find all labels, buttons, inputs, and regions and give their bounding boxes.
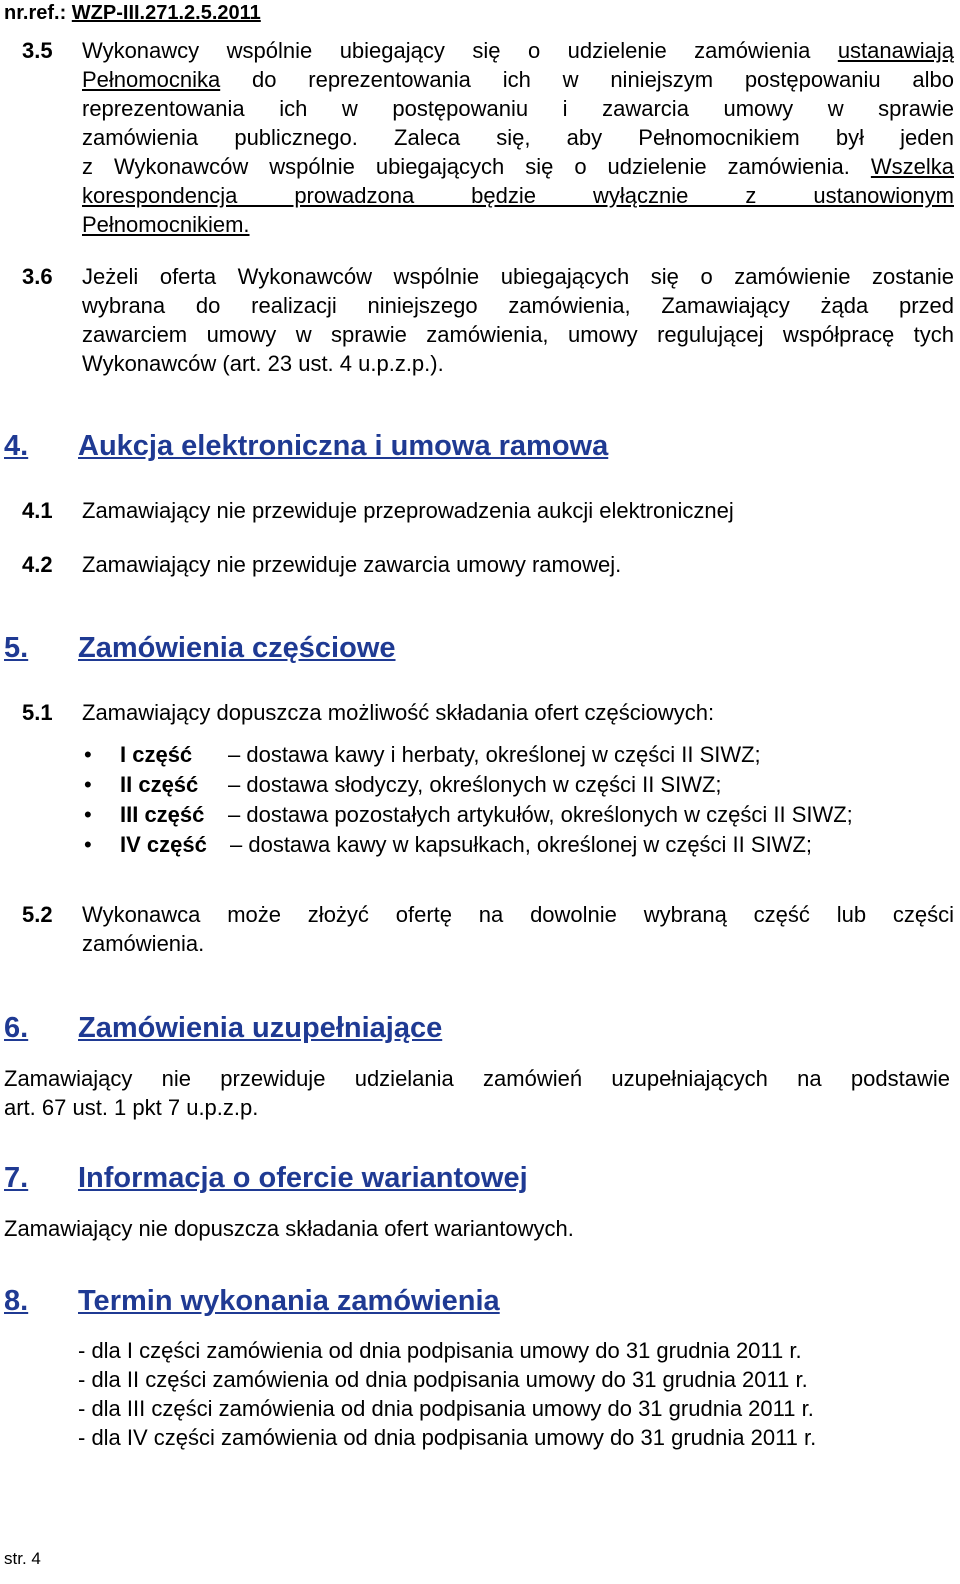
underlined-run: Wszelka xyxy=(870,154,954,179)
text-run: z Wykonawców wspólnie ubiegających się o udzielenie zamówienia. xyxy=(82,154,871,179)
paragraph-text xyxy=(82,262,954,378)
part-description: – dostawa kawy w kapsułkach, określonej w części II SIWZ; xyxy=(230,832,812,857)
bullet-icon: • xyxy=(84,832,92,857)
text-line: zamówienia. xyxy=(82,931,205,956)
reference-value: WZP-III.271.2.5.2011 xyxy=(71,2,261,24)
term-line-part-4: - dla IV części zamówienia od dnia podpisania umowy do 31 grudnia 2011 r. xyxy=(78,1425,817,1450)
section-number: 4. xyxy=(4,430,29,462)
underlined-run: Pełnomocnika xyxy=(82,67,221,92)
paragraph-text xyxy=(82,900,954,958)
text-line: zawarciem umowy w sprawie zamówienia, umowy regulującej współpracę tych xyxy=(82,322,954,347)
text-line: zamówienia publicznego. Zaleca się, aby Pełnomocnikiem był jeden xyxy=(82,125,954,150)
text-line: art. 67 ust. 1 pkt 7 u.p.z.p. xyxy=(4,1095,259,1120)
term-line-part-1: - dla I części zamówienia od dnia podpisania umowy do 31 grudnia 2011 r. xyxy=(78,1338,802,1363)
section-number: 5. xyxy=(4,632,29,664)
underlined-run: ustanawiają xyxy=(837,38,954,63)
part-label: IV część xyxy=(120,832,207,857)
bullet-icon: • xyxy=(84,802,92,827)
section-7-text xyxy=(4,1214,950,1243)
part-description: – dostawa pozostałych artykułów, określonych w części II SIWZ; xyxy=(228,802,853,827)
paragraph-number: 3.5 xyxy=(22,38,53,63)
section-6-text xyxy=(4,1064,950,1122)
paragraph-number: 3.6 xyxy=(22,264,53,289)
section-number: 7. xyxy=(4,1162,29,1194)
section-title: Zamówienia uzupełniające xyxy=(78,1012,443,1044)
paragraph-text xyxy=(82,36,954,239)
part-description: – dostawa kawy i herbaty, określonej w części II SIWZ; xyxy=(228,742,761,767)
paragraph-number: 5.1 xyxy=(22,700,53,725)
list-item xyxy=(80,740,950,770)
section-title: Informacja o ofercie wariantowej xyxy=(78,1162,528,1194)
reference-label: nr.ref.: xyxy=(4,2,72,24)
text-run: Wykonawcy wspólnie ubiegający się o udzielenie zamówienia xyxy=(82,38,838,63)
reference-number xyxy=(4,0,261,26)
text-line xyxy=(82,65,954,94)
paragraph-number: 5.2 xyxy=(22,902,53,927)
text-line: Zamawiający nie przewiduje udzielania zamówień uzupełniających na podstawie xyxy=(4,1066,950,1091)
paragraph-number: 4.1 xyxy=(22,498,53,523)
list-item xyxy=(80,800,950,830)
part-description: – dostawa słodyczy, określonych w części II SIWZ; xyxy=(228,772,722,797)
section-number: 8. xyxy=(4,1285,29,1317)
text-line xyxy=(82,152,954,181)
term-line-part-2: - dla II części zamówienia od dnia podpisania umowy do 31 grudnia 2011 r. xyxy=(78,1367,808,1392)
part-label: III część xyxy=(120,802,205,827)
bullet-icon: • xyxy=(84,772,92,797)
text-line: wybrana do realizacji niniejszego zamówienia, Zamawiający żąda przed xyxy=(82,293,954,318)
bullet-icon: • xyxy=(84,742,92,767)
paragraph-number: 4.2 xyxy=(22,552,53,577)
section-title: Aukcja elektroniczna i umowa ramowa xyxy=(78,430,609,462)
text-line: Wykonawca może złożyć ofertę na dowolnie wybraną część lub części xyxy=(82,902,954,927)
paragraph-text: Zamawiający dopuszcza możliwość składania ofert częściowych: xyxy=(82,700,715,725)
paragraph-text: Zamawiający nie przewiduje zawarcia umowy ramowej. xyxy=(82,552,622,577)
text-line: Jeżeli oferta Wykonawców wspólnie ubiegających się o zamówienie zostanie xyxy=(82,264,954,289)
page-number: str. 4 xyxy=(4,1549,41,1568)
term-line-part-3: - dla III części zamówienia od dnia podpisania umowy do 31 grudnia 2011 r. xyxy=(78,1396,814,1421)
text-line: korespondencja prowadzona będzie wyłącznie z ustanowionym xyxy=(82,183,954,208)
text-line: reprezentowania ich w postępowaniu i zawarcia umowy w sprawie xyxy=(82,96,954,121)
list-item xyxy=(80,770,950,800)
section-number: 6. xyxy=(4,1012,29,1044)
text-line xyxy=(82,36,954,65)
text-line: Zamawiający nie dopuszcza składania ofert wariantowych. xyxy=(4,1216,574,1241)
text-line: Pełnomocnikiem. xyxy=(82,212,250,237)
text-run: do reprezentowania ich w niniejszym postępowaniu albo xyxy=(220,67,954,92)
section-title: Zamówienia częściowe xyxy=(78,632,396,664)
section-title: Termin wykonania zamówienia xyxy=(78,1285,500,1317)
part-label: I część xyxy=(120,742,193,767)
list-item xyxy=(80,830,950,860)
paragraph-text: Zamawiający nie przewiduje przeprowadzenia aukcji elektronicznej xyxy=(82,498,734,523)
text-line: Wykonawców (art. 23 ust. 4 u.p.z.p.). xyxy=(82,351,444,376)
parts-list xyxy=(80,740,950,860)
part-label: II część xyxy=(120,772,199,797)
